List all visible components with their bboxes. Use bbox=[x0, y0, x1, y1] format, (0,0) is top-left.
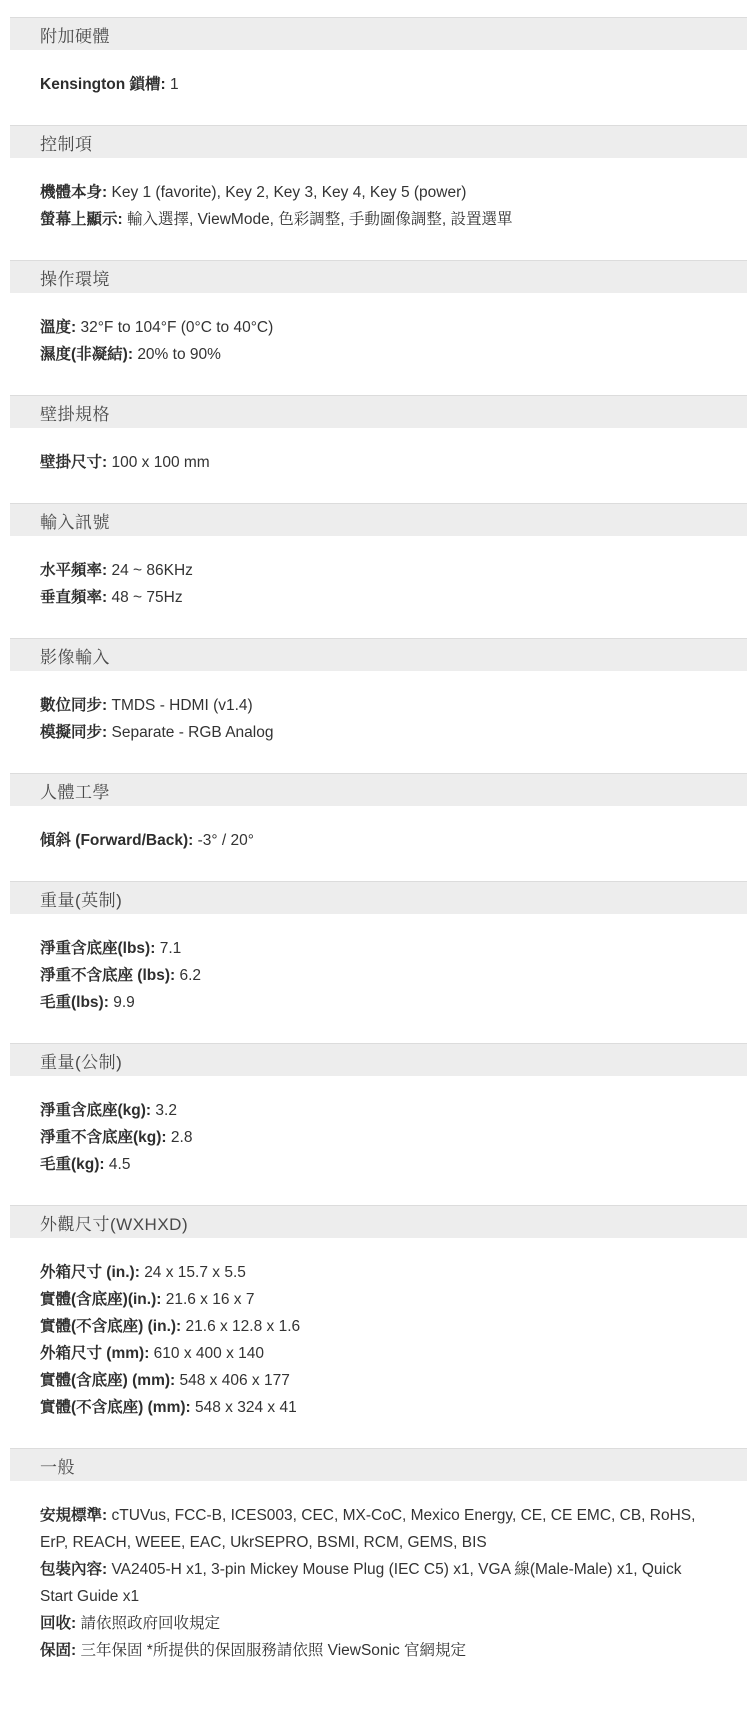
spec-section bbox=[10, 503, 747, 638]
spec-sections bbox=[0, 17, 750, 1691]
spec-label: 實體(含底座) (mm): bbox=[40, 1372, 176, 1389]
section-header bbox=[10, 17, 747, 50]
section-header bbox=[10, 638, 747, 671]
spec-row bbox=[40, 1394, 710, 1421]
section-body bbox=[10, 1076, 747, 1205]
spec-row bbox=[40, 1556, 710, 1610]
spec-section bbox=[10, 773, 747, 881]
spec-label: 數位同步: bbox=[40, 697, 108, 714]
spec-row bbox=[40, 557, 710, 584]
section-body bbox=[10, 536, 747, 638]
spec-label: 回收: bbox=[40, 1615, 77, 1632]
section-header bbox=[10, 773, 747, 806]
spec-section bbox=[10, 260, 747, 395]
spec-section bbox=[10, 17, 747, 125]
spec-label: 實體(不含底座) (mm): bbox=[40, 1399, 191, 1416]
spec-row bbox=[40, 1637, 710, 1664]
section-title: 控制項 bbox=[40, 134, 93, 154]
spec-label: 壁掛尺寸: bbox=[40, 454, 108, 471]
spec-value: 100 x 100 mm bbox=[111, 454, 210, 471]
spec-row bbox=[40, 179, 710, 206]
spec-label: 水平頻率: bbox=[40, 562, 108, 579]
spec-value: 1 bbox=[170, 76, 179, 93]
section-body bbox=[10, 428, 747, 503]
spec-label: 保固: bbox=[40, 1642, 77, 1659]
section-body bbox=[10, 50, 747, 125]
spec-row bbox=[40, 1286, 710, 1313]
spec-row bbox=[40, 1610, 710, 1637]
spec-label: 濕度(非凝結): bbox=[40, 346, 133, 363]
spec-row bbox=[40, 692, 710, 719]
section-body bbox=[10, 293, 747, 395]
spec-value: 24 ~ 86KHz bbox=[111, 562, 193, 579]
spec-value: 6.2 bbox=[179, 967, 202, 984]
spec-value: 4.5 bbox=[108, 1156, 131, 1173]
section-header bbox=[10, 395, 747, 428]
spec-value: -3° / 20° bbox=[197, 832, 254, 849]
spec-label: 模擬同步: bbox=[40, 724, 108, 741]
spec-value: Separate - RGB Analog bbox=[111, 724, 274, 741]
spec-value: 24 x 15.7 x 5.5 bbox=[144, 1264, 246, 1281]
spec-row bbox=[40, 341, 710, 368]
section-body bbox=[10, 914, 747, 1043]
spec-value: 7.1 bbox=[159, 940, 182, 957]
spec-label: 傾斜 (Forward/Back): bbox=[40, 832, 194, 849]
spec-row bbox=[40, 1097, 710, 1124]
section-title: 重量(英制) bbox=[40, 890, 123, 910]
spec-value: TMDS - HDMI (v1.4) bbox=[111, 697, 253, 714]
spec-value: 3.2 bbox=[155, 1102, 177, 1119]
section-header bbox=[10, 503, 747, 536]
spec-label: 螢幕上顯示: bbox=[40, 211, 123, 228]
spec-row bbox=[40, 1151, 710, 1178]
spec-value: 請依照政府回收規定 bbox=[80, 1615, 220, 1632]
section-header bbox=[10, 125, 747, 158]
section-body bbox=[10, 158, 747, 260]
spec-section bbox=[10, 1448, 747, 1691]
spec-value: Key 1 (favorite), Key 2, Key 3, Key 4, Key 5 (power) bbox=[111, 184, 467, 201]
section-body bbox=[10, 1238, 747, 1448]
section-title: 操作環境 bbox=[40, 269, 110, 289]
spec-label: Kensington 鎖槽: bbox=[40, 76, 166, 93]
spec-row bbox=[40, 1124, 710, 1151]
section-title: 影像輸入 bbox=[40, 647, 110, 667]
spec-label: 包裝內容: bbox=[40, 1561, 108, 1578]
spec-value: 2.8 bbox=[170, 1129, 193, 1146]
spec-value: 21.6 x 16 x 7 bbox=[165, 1291, 255, 1308]
spec-label: 淨重含底座(lbs): bbox=[40, 940, 156, 957]
section-body bbox=[10, 806, 747, 881]
spec-label: 外箱尺寸 (in.): bbox=[40, 1264, 140, 1281]
spec-value: 20% to 90% bbox=[137, 346, 221, 363]
section-title: 人體工學 bbox=[40, 782, 110, 802]
spec-row bbox=[40, 935, 710, 962]
spec-value: 548 x 324 x 41 bbox=[195, 1399, 297, 1416]
spec-label: 淨重含底座(kg): bbox=[40, 1102, 152, 1119]
section-title: 壁掛規格 bbox=[40, 404, 110, 424]
spec-value: 610 x 400 x 140 bbox=[153, 1345, 264, 1362]
spec-label: 淨重不含底座 (lbs): bbox=[40, 967, 176, 984]
spec-label: 毛重(lbs): bbox=[40, 994, 109, 1011]
spec-section bbox=[10, 1205, 747, 1448]
spec-value: 21.6 x 12.8 x 1.6 bbox=[185, 1318, 301, 1335]
spec-label: 淨重不含底座(kg): bbox=[40, 1129, 167, 1146]
spec-row bbox=[40, 314, 710, 341]
spec-label: 外箱尺寸 (mm): bbox=[40, 1345, 150, 1362]
spec-row bbox=[40, 1259, 710, 1286]
section-title: 一般 bbox=[40, 1457, 75, 1477]
spec-value: 9.9 bbox=[113, 994, 135, 1011]
section-title: 輸入訊號 bbox=[40, 512, 110, 532]
spec-section bbox=[10, 125, 747, 260]
spec-value: 三年保固 *所提供的保固服務請依照 ViewSonic 官網規定 bbox=[80, 1642, 467, 1659]
spec-row bbox=[40, 449, 710, 476]
section-header bbox=[10, 260, 747, 293]
spec-value: 48 ~ 75Hz bbox=[111, 589, 183, 606]
spec-value: 輸入選擇, ViewMode, 色彩調整, 手動圖像調整, 設置選單 bbox=[126, 211, 513, 228]
section-header bbox=[10, 881, 747, 914]
spec-label: 實體(不含底座) (in.): bbox=[40, 1318, 182, 1335]
spec-row bbox=[40, 1502, 710, 1556]
spec-label: 機體本身: bbox=[40, 184, 108, 201]
spec-value: VA2405-H x1, 3-pin Mickey Mouse Plug (IEC C5) x1, VGA 線(Male-Male) x1, Quick Start Guide x1 bbox=[40, 1561, 682, 1605]
spec-row bbox=[40, 1313, 710, 1340]
section-body bbox=[10, 1481, 747, 1691]
section-header bbox=[10, 1205, 747, 1238]
spec-row bbox=[40, 1340, 710, 1367]
spec-label: 毛重(kg): bbox=[40, 1156, 105, 1173]
spec-section bbox=[10, 638, 747, 773]
spec-label: 溫度: bbox=[40, 319, 77, 336]
spec-row bbox=[40, 962, 710, 989]
section-header bbox=[10, 1043, 747, 1076]
spec-row bbox=[40, 1367, 710, 1394]
section-title: 附加硬體 bbox=[40, 26, 110, 46]
spec-label: 垂直頻率: bbox=[40, 589, 108, 606]
spec-row bbox=[40, 989, 710, 1016]
spec-label: 安規標準: bbox=[40, 1507, 108, 1524]
spec-section bbox=[10, 1043, 747, 1205]
spec-row bbox=[40, 71, 710, 98]
spec-section bbox=[10, 395, 747, 503]
spec-row bbox=[40, 827, 710, 854]
spec-row bbox=[40, 719, 710, 746]
section-title: 重量(公制) bbox=[40, 1052, 123, 1072]
spec-section bbox=[10, 881, 747, 1043]
spec-row bbox=[40, 584, 710, 611]
section-body bbox=[10, 671, 747, 773]
section-header bbox=[10, 1448, 747, 1481]
spec-row bbox=[40, 206, 710, 233]
spec-label: 實體(含底座)(in.): bbox=[40, 1291, 162, 1308]
section-title: 外觀尺寸(WXHXD) bbox=[40, 1214, 189, 1234]
spec-value: 32°F to 104°F (0°C to 40°C) bbox=[80, 319, 274, 336]
spec-value: cTUVus, FCC-B, ICES003, CEC, MX-CoC, Mexico Energy, CE, CE EMC, CB, RoHS, ErP, REACH, WEEE, EAC, UkrSEPRO, BSMI, RCM, GEMS, BIS bbox=[40, 1507, 696, 1551]
spec-value: 548 x 406 x 177 bbox=[179, 1372, 290, 1389]
